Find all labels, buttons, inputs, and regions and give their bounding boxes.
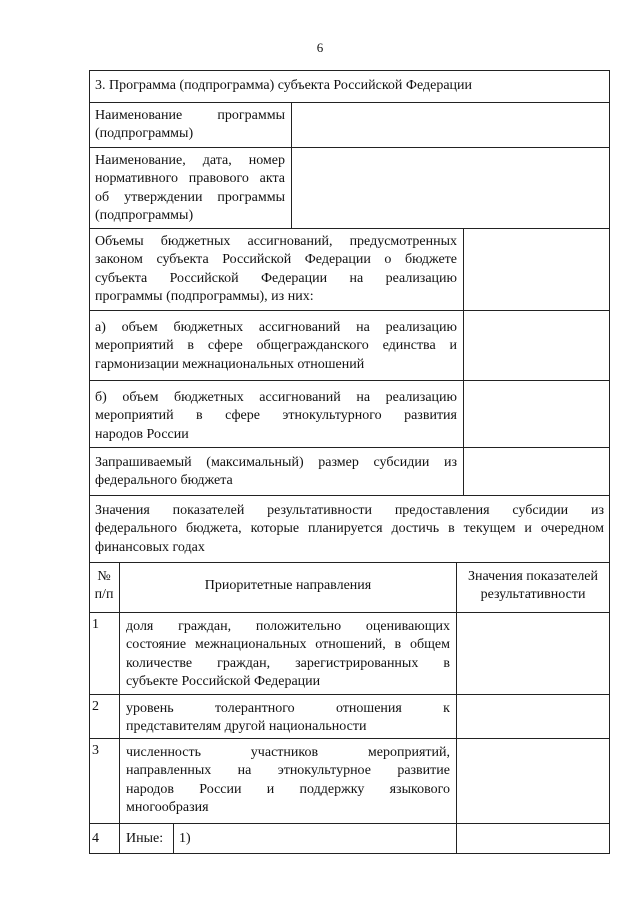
budget-b-label: б) объем бюджетных ассигнований на реализацию мероприятий в сфере этнокультурного развития народов России xyxy=(95,390,457,442)
subsidy-label: Запрашиваемый (максимальный) размер субсидии из федерального бюджета xyxy=(95,455,457,489)
item-text: доля граждан, положительно оценивающих состояние межнациональных отношений, в общем количестве граждан, зарегистрированных в субъекте Российской Федерации xyxy=(126,619,450,690)
header-num: № п/п xyxy=(94,569,114,603)
item-text: уровень толерантного отношения к представителям другой национальности xyxy=(126,701,450,735)
page-number: 6 xyxy=(316,40,324,55)
budget-a-label: а) объем бюджетных ассигнований на реализацию мероприятий в сфере общегражданского единства и гармонизации межнациональных отношений xyxy=(95,320,457,372)
header-values: Значения показателей результативности xyxy=(467,569,599,603)
header-directions: Приоритетные направления xyxy=(204,578,372,593)
section-title: 3. Программа (подпрограмма) субъекта Российской Федерации xyxy=(95,78,473,93)
item-num: 3 xyxy=(92,743,99,758)
other-label: Иные: xyxy=(126,831,164,846)
indicators-intro: Значения показателей результативности предоставления субсидии из федерального бюджета, которые планируется достичь в текущем и очередном финансовых годах xyxy=(95,503,604,555)
budget-total-label: Объемы бюджетных ассигнований, предусмотренных законом субъекта Российской Федерации о бюджете субъекта Российской Федерации на реализацию программы (подпрограммы), из них: xyxy=(95,234,457,305)
other-value: 1) xyxy=(179,831,191,846)
program-name-label: Наименование программы (подпрограммы) xyxy=(95,108,285,142)
item-num: 2 xyxy=(92,699,99,714)
legal-act-label: Наименование, дата, номер нормативного правового акта об утверждении программы (подпрограммы) xyxy=(95,153,285,224)
item-text: численность участников мероприятий, направленных на этнокультурное развитие народов России и поддержку языкового многообразия xyxy=(126,745,450,816)
item-num: 4 xyxy=(92,831,99,846)
form-table xyxy=(89,70,610,853)
item-num: 1 xyxy=(92,617,99,632)
